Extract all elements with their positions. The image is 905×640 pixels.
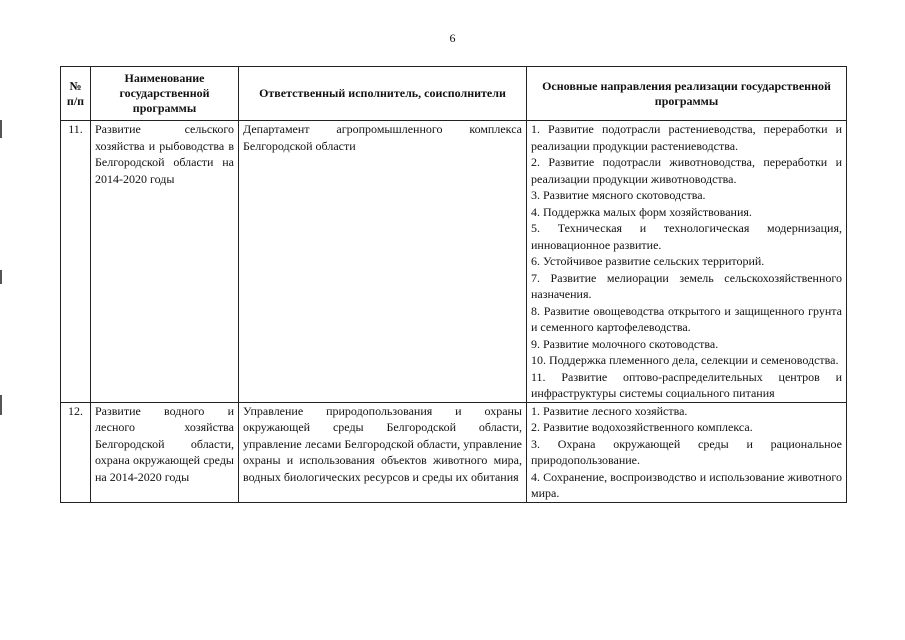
header-program-name: Наименование государственной программы (91, 67, 239, 121)
direction-item: 2. Развитие водохозяйственного комплекса. (531, 420, 753, 434)
direction-item: 3. Развитие мясного скотоводства. (531, 188, 706, 202)
scan-edge-mark (0, 120, 2, 138)
direction-item: 4. Поддержка малых форм хозяйствования. (531, 204, 752, 219)
direction-item: 6. Устойчивое развитие сельских территорий. (531, 254, 765, 268)
row-num: 12. (61, 402, 91, 502)
program-executor: Управление природопользования и охраны окружающей среды Белгородской области, управление лесами Белгородской области, управление охраны и использования объектов животного мира, водных биологических ресурсов и среды их обитания (239, 402, 527, 502)
page-number: 6 (449, 31, 456, 45)
programs-table (60, 66, 847, 503)
header-num: № п/п (61, 67, 91, 121)
direction-item: 2. Развитие подотрасли животноводства, переработки и реализации продукции животноводства. (531, 155, 842, 186)
direction-item: 10. Поддержка племенного дела, селекции и семеноводства. (531, 353, 839, 367)
scan-edge-mark (0, 395, 2, 415)
direction-item: 9. Развитие молочного скотоводства. (531, 336, 719, 351)
table-row (61, 121, 847, 403)
header-executor: Ответственный исполнитель, соисполнители (239, 67, 527, 121)
direction-item: 3. Охрана окружающей среды и рациональное природопользование. (531, 436, 842, 467)
program-name: Развитие водного и лесного хозяйства Белгородской области, охрана окружающей среды на 2014-2020 годы (91, 402, 239, 502)
scan-edge-mark (0, 270, 2, 284)
direction-item: 1. Развитие лесного хозяйства. (531, 403, 688, 418)
table-header-row (61, 67, 847, 121)
direction-item: 8. Развитие овощеводства открытого и защищенного грунта и семенного картофелеводства. (531, 303, 842, 334)
program-directions (527, 402, 847, 502)
program-name: Развитие сельского хозяйства и рыбоводства в Белгородской области на 2014-2020 годы (91, 121, 239, 403)
row-num: 11. (61, 121, 91, 403)
direction-item: 4. Сохранение, воспроизводство и использование животного мира. (531, 469, 842, 500)
direction-item: 5. Техническая и технологическая модернизация, инновационное развитие. (531, 221, 842, 252)
direction-item: 11. Развитие оптово-распределительных центров и инфраструктуры системы социального питания (531, 369, 842, 400)
table-row (61, 402, 847, 502)
program-directions (527, 121, 847, 403)
header-directions: Основные направления реализации государственной программы (527, 67, 847, 121)
program-executor: Департамент агропромышленного комплекса Белгородской области (239, 121, 527, 403)
direction-item: 7. Развитие мелиорации земель сельскохозяйственного назначения. (531, 270, 842, 301)
direction-item: 1. Развитие подотрасли растениеводства, переработки и реализации продукции растениеводства. (531, 122, 842, 153)
